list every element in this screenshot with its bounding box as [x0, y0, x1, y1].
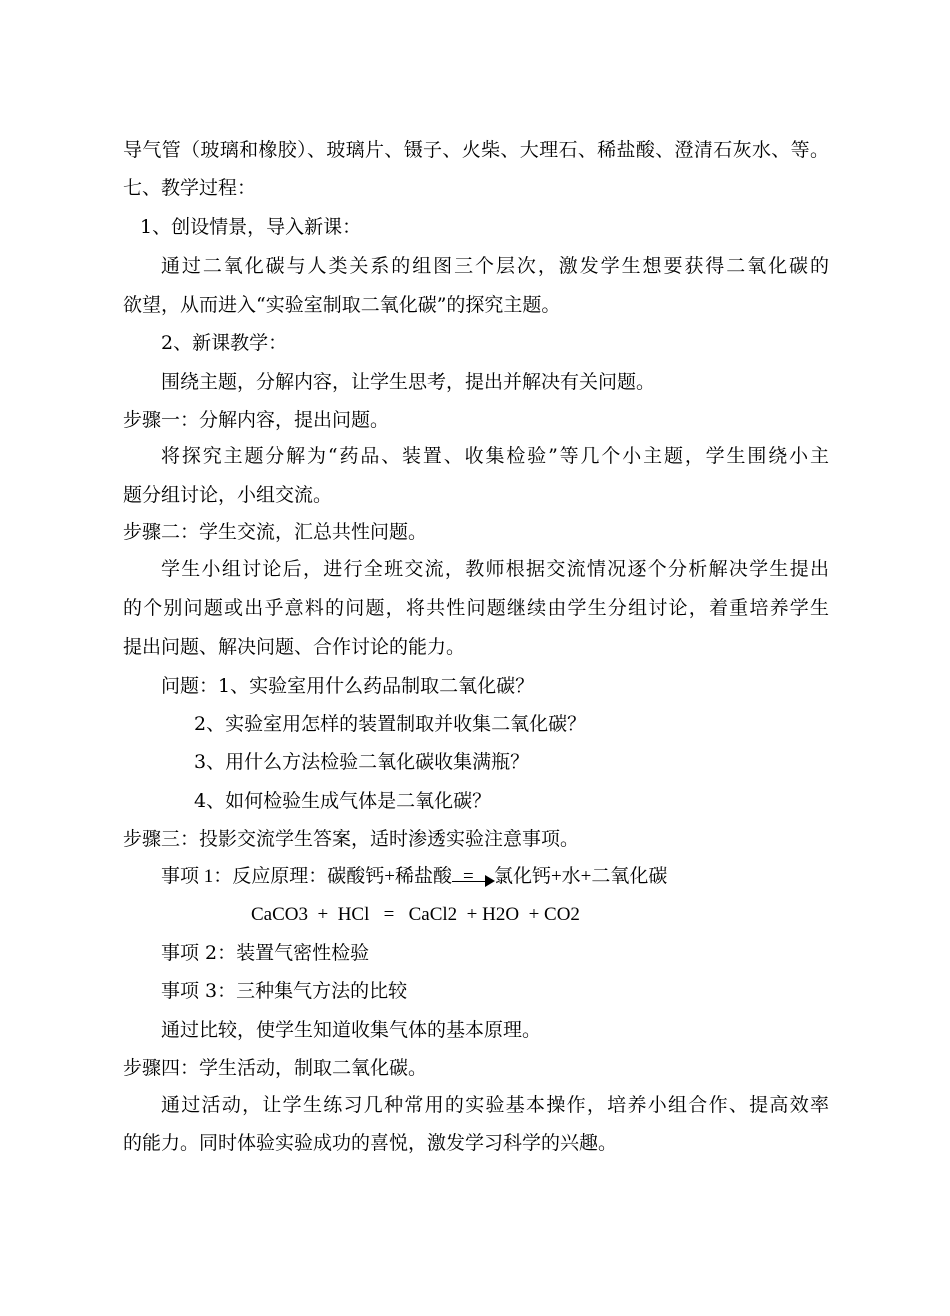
paragraph-line: 围绕主题，分解内容，让学生思考，提出并解决有关问题。 — [161, 371, 656, 393]
paragraph-line: 的个别问题或出乎意料的问题，将共性问题继续由学生分组讨论，着重培养学生 — [123, 597, 829, 619]
step-two-heading: 步骤二：学生交流，汇总共性问题。 — [123, 521, 428, 543]
step-four-heading: 步骤四：学生活动，制取二氧化碳。 — [123, 1057, 428, 1079]
question-4: 4、如何检验生成气体是二氧化碳？ — [194, 790, 492, 812]
paragraph-line: 通过活动，让学生练习几种常用的实验基本操作，培养小组合作、提高效率 — [161, 1094, 829, 1116]
paragraph-line: 学生小组讨论后，进行全班交流，教师根据交流情况逐个分析解决学生提出 — [161, 558, 829, 580]
paragraph-line: 通过二氧化碳与人类关系的组图三个层次，激发学生想要获得二氧化碳的 — [161, 255, 829, 277]
section-heading-teaching-process: 七、教学过程： — [123, 177, 257, 199]
question-1: 问题：1、实验室用什么药品制取二氧化碳？ — [161, 675, 535, 697]
paragraph-line: 提出问题、解决问题、合作讨论的能力。 — [123, 636, 466, 658]
step-one-heading: 步骤一：分解内容，提出问题。 — [123, 409, 390, 431]
chemical-equation: CaCO3 + HCl = CaCl2 + H2O + CO2 — [251, 904, 580, 925]
paragraph-line: 通过比较，使学生知道收集气体的基本原理。 — [161, 1019, 542, 1041]
paragraph-line: 将探究主题分解为“药品、装置、收集检验”等几个小主题，学生围绕小主 — [161, 445, 829, 467]
item-3: 事项 3：三种集气方法的比较 — [161, 980, 408, 1002]
reaction-arrow-line — [452, 881, 488, 882]
item-2: 事项 2：装置气密性检验 — [161, 942, 370, 964]
reaction-arrow — [452, 864, 494, 890]
reaction-arrow-equals: = — [462, 866, 474, 887]
question-2: 2、实验室用怎样的装置制取并收集二氧化碳？ — [194, 713, 587, 735]
subheading-new-lesson: 2、新课教学： — [161, 332, 288, 354]
paragraph-line: 的能力。同时体验实验成功的喜悦，激发学习科学的兴趣。 — [123, 1132, 618, 1154]
arrow-right-icon — [485, 875, 495, 887]
materials-line: 导气管（玻璃和橡胶）、玻璃片、镊子、火柴、大理石、稀盐酸、澄清石灰水、等。 — [123, 139, 829, 161]
paragraph-line: 题分组讨论，小组交流。 — [123, 484, 333, 506]
item-1-prefix: 事项 1：反应原理：碳酸钙+稀盐酸 — [161, 866, 452, 887]
item-1-reaction-principle — [161, 864, 667, 890]
paragraph-line: 欲望，从而进入“实验室制取二氧化碳”的探究主题。 — [123, 294, 561, 316]
item-1-suffix: 氯化钙+水+二氧化碳 — [493, 866, 668, 887]
step-three-heading: 步骤三：投影交流学生答案，适时渗透实验注意事项。 — [123, 828, 580, 850]
question-3: 3、用什么方法检验二氧化碳收集满瓶？ — [194, 751, 530, 773]
subheading-create-scenario: 1、创设情景，导入新课： — [140, 216, 362, 238]
